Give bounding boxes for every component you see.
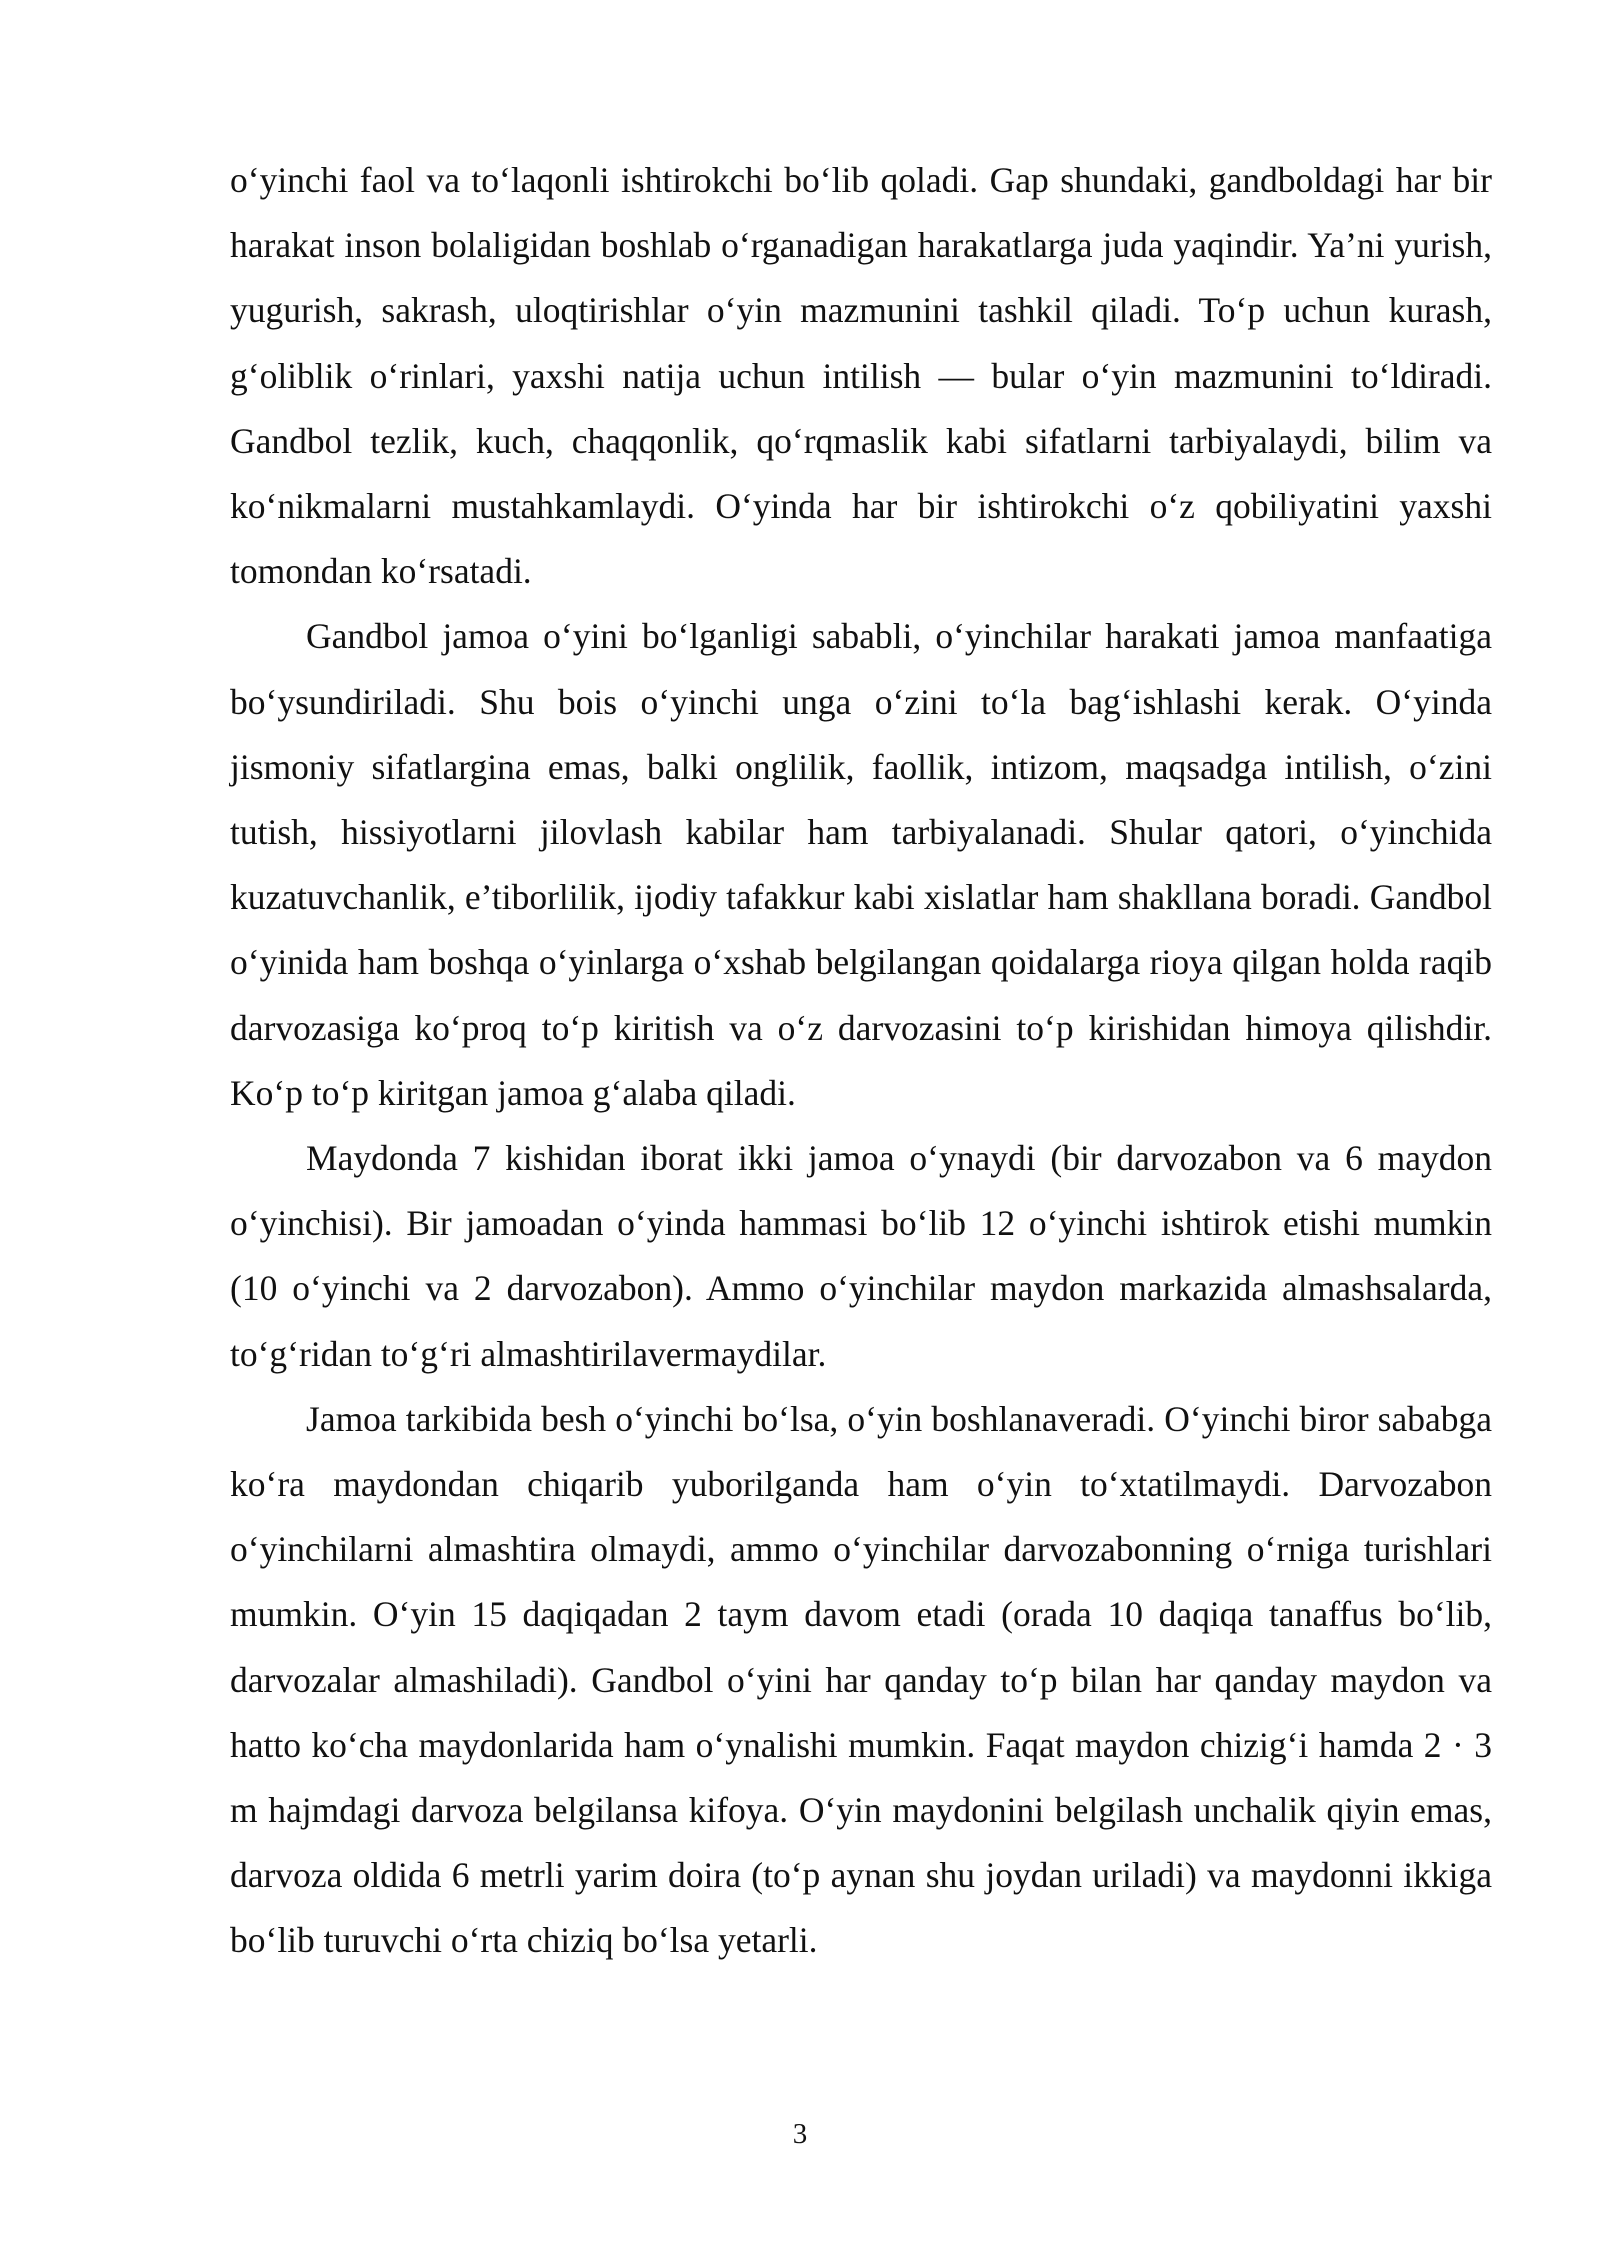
document-body [230,148,1492,1974]
page-number: 3 [792,2118,808,2150]
paragraph-4: Jamoa tarkibida besh o‘yinchi bo‘lsa, o‘yin boshlanaveradi. O‘yinchi biror sababga ko‘ra maydondan chiqarib yuborilganda ham o‘yin to‘xtatilmaydi. Darvozabon o‘yinchilarni almashtira olmaydi, ammo o‘yinchilar darvozabonning o‘rniga turishlari mumkin. O‘yin 15 daqiqadan 2 taym davom etadi (orada 10 daqiqa tanaffus bo‘lib, darvozalar almashiladi). Gandbol o‘yini har qanday to‘p bilan har qanday maydon va hatto ko‘cha maydonlarida ham o‘ynalishi mumkin. Faqat maydon chizig‘i hamda 2 · 3 m hajmdagi darvoza belgilansa kifoya. O‘yin maydonini belgilash unchalik qiyin emas, darvoza oldida 6 metrli yarim doira (to‘p aynan shu joydan uriladi) va maydonni ikkiga bo‘lib turuvchi o‘rta chiziq bo‘lsa yetarli. [230,1398,1492,1961]
paragraph-2: Gandbol jamoa o‘yini bo‘lganligi sababli, o‘yinchilar harakati jamoa manfaatiga bo‘ysundiriladi. Shu bois o‘yinchi unga o‘zini to‘la bag‘ishlashi kerak. O‘yinda jismoniy sifatlargina emas, balki onglilik, faollik, intizom, maqsadga intilish, o‘zini tutish, hissiyotlarni jilovlash kabilar ham tarbiyalanadi. Shular qatori, o‘yinchida kuzatuvchanlik, e’tiborlilik, ijodiy tafakkur kabi xislatlar ham shakllana boradi. Gandbol o‘yinida ham boshqa o‘yinlarga o‘xshab belgilangan qoidalarga rioya qilgan holda raqib darvozasiga ko‘proq to‘p kiritish va o‘z darvozasini to‘p kirishidan himoya qilishdir. Ko‘p to‘p kiritgan jamoa g‘alaba qiladi. [230,616,1492,1113]
paragraph-3: Maydonda 7 kishidan iborat ikki jamoa o‘ynaydi (bir darvozabon va 6 maydon o‘yinchisi). Bir jamoadan o‘yinda hammasi bo‘lib 12 o‘yinchi ishtirok etishi mumkin (10 o‘yinchi va 2 darvozabon). Ammo o‘yinchilar maydon markazida almashsalarda, to‘g‘ridan to‘g‘ri almashtirilavermaydilar. [230,1138,1492,1374]
paragraph-1: o‘yinchi faol va to‘laqonli ishtirokchi bo‘lib qoladi. Gap shundaki, gandboldagi har bir harakat inson bolaligidan boshlab o‘rganadigan harakatlarga juda yaqindir. Ya’ni yurish, yugurish, sakrash, uloqtirishlar o‘yin mazmunini tashkil qiladi. To‘p uchun kurash, g‘oliblik o‘rinlari, yaxshi natija uchun intilish — bular o‘yin mazmunini to‘ldiradi. Gandbol tezlik, kuch, chaqqonlik, qo‘rqmaslik kabi sifatlarni tarbiyalaydi, bilim va ko‘nikmalarni mustahkamlaydi. O‘yinda har bir ishtirokchi o‘z qobiliyatini yaxshi tomondan ko‘rsatadi. [230,160,1492,592]
